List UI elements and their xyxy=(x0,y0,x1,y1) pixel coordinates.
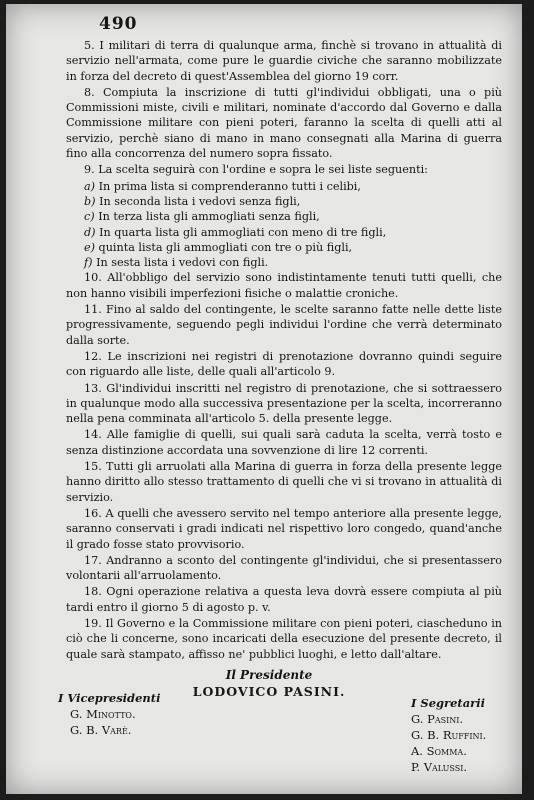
vice-presidents-title: I Vicepresidenti xyxy=(58,691,161,705)
article-paragraph: 11. Fino al saldo del contingente, le scelte saranno fatte nelle dette liste progressivamente, seguendo pegli individui l'ordine che verrà determinato dalla sorte. xyxy=(66,303,502,347)
article-paragraph: 16. A quelli che avessero servito nel tempo anteriore alla presente legge, saranno conservati i gradi indicati nel rispettivo loro congedo, quand'anche il grado fosse stato provvisorio. xyxy=(66,506,502,551)
document-body xyxy=(66,38,502,663)
vice-president-name: G. Minotto. xyxy=(70,707,136,721)
list-letter: b) xyxy=(84,194,96,208)
list-item xyxy=(84,255,502,270)
secretaries xyxy=(411,695,486,775)
article-paragraph: 5. I militari di terra di qualunque arma, finchè si trovano in attualità di servizio nell'armata, come pure le guardie civiche che saranno mobilizzate in forza del decreto di quest'Assemblea del giorno 19 corr. xyxy=(66,39,502,83)
list-text: In terza lista gli ammogliati senza figli, xyxy=(94,210,320,224)
list-letter: a) xyxy=(84,179,96,193)
list-letter: c) xyxy=(84,210,95,224)
president-name: LODOVICO PASINI. xyxy=(192,684,346,699)
list-text: In prima lista si comprenderanno tutti i celibi, xyxy=(95,179,361,193)
list-item xyxy=(84,194,502,209)
vice-presidents xyxy=(58,690,160,738)
lists-enumeration xyxy=(66,179,502,271)
list-letter: d) xyxy=(84,225,96,239)
secretary-name: A. Somma. xyxy=(411,744,467,758)
article-paragraph: 17. Andranno a sconto del contingente gl'individui, che si presentassero volontarii all'arruolamento. xyxy=(66,553,502,583)
list-text: In quarta lista gli ammogliati con meno di tre figli, xyxy=(95,225,387,239)
list-text: In sesta lista i vedovi con figli. xyxy=(92,256,269,270)
list-text: In seconda lista i vedovi senza figli, xyxy=(95,194,301,208)
list-item xyxy=(84,240,502,255)
article-paragraph: 15. Tutti gli arruolati alla Marina di guerra in forza della presente legge hanno diritto allo stesso trattamento di quelli che vi si trovano in attualità di servizio. xyxy=(66,460,502,504)
list-item xyxy=(84,179,502,194)
article-paragraph: 19. Il Governo e la Commissione militare con pieni poteri, ciascheduno in ciò che li concerne, sono incaricati della esecuzione del presente decreto, il quale sarà stampato, affisso ne' pubblici luoghi, e letto dall'altare. xyxy=(66,616,502,661)
vice-president-name: G. B. Varè. xyxy=(70,723,132,737)
list-item xyxy=(84,209,502,224)
article-paragraph: 13. Gl'individui inscritti nel registro di prenotazione, che si sottraessero in qualunque modo alla successiva presentazione per la scelta, incorreranno nella pena comminata all'articolo 5. della presente legge. xyxy=(66,381,502,426)
article-paragraph: 9. La scelta seguirà con l'ordine e sopra le sei liste seguenti: xyxy=(84,163,428,177)
article-paragraph: 18. Ogni operazione relativa a questa leva dovrà essere compiuta al più tardi entro il giorno 5 di agosto p. v. xyxy=(66,585,502,614)
article-paragraph: 14. Alle famiglie di quelli, sui quali sarà caduta la scelta, verrà tosto e senza distinzione accordata una sovvenzione di lire 12 correnti. xyxy=(66,428,502,457)
president-title: Il Presidente xyxy=(225,668,313,682)
list-letter: e) xyxy=(84,240,95,254)
secretary-name: G. Pasini. xyxy=(411,712,464,726)
article-paragraph: 8. Compiuta la inscrizione di tutti gl'individui obbligati, una o più Commissioni miste, civili e militari, nominate d'accordo dal Governo e dalla Commissione militare con pieni poteri, faranno la scelta di quelli atti al servizio, perchè siano di mano in mano consegnati alla Marina di guerra fino alla concorrenza del numero sopra fissato. xyxy=(66,85,502,161)
list-item xyxy=(84,225,502,240)
list-text: quinta lista gli ammogliati con tre o più figli, xyxy=(95,240,353,254)
secretary-name: P. Valussi. xyxy=(411,760,468,774)
secretaries-title: I Segretarii xyxy=(411,696,485,710)
secretary-name: G. B. Ruffini. xyxy=(411,728,487,742)
document-page xyxy=(6,4,522,794)
article-paragraph: 10. All'obbligo del servizio sono indistintamente tenuti tutti quelli, che non hanno visibili imperfezioni fisiche o malattie croniche. xyxy=(66,271,502,300)
page-number: 490 xyxy=(99,14,138,34)
list-letter: f) xyxy=(84,256,93,270)
article-paragraph: 12. Le inscrizioni nei registri di prenotazione dovranno quindi seguire con riguardo alle liste, delle quali all'articolo 9. xyxy=(66,349,502,379)
